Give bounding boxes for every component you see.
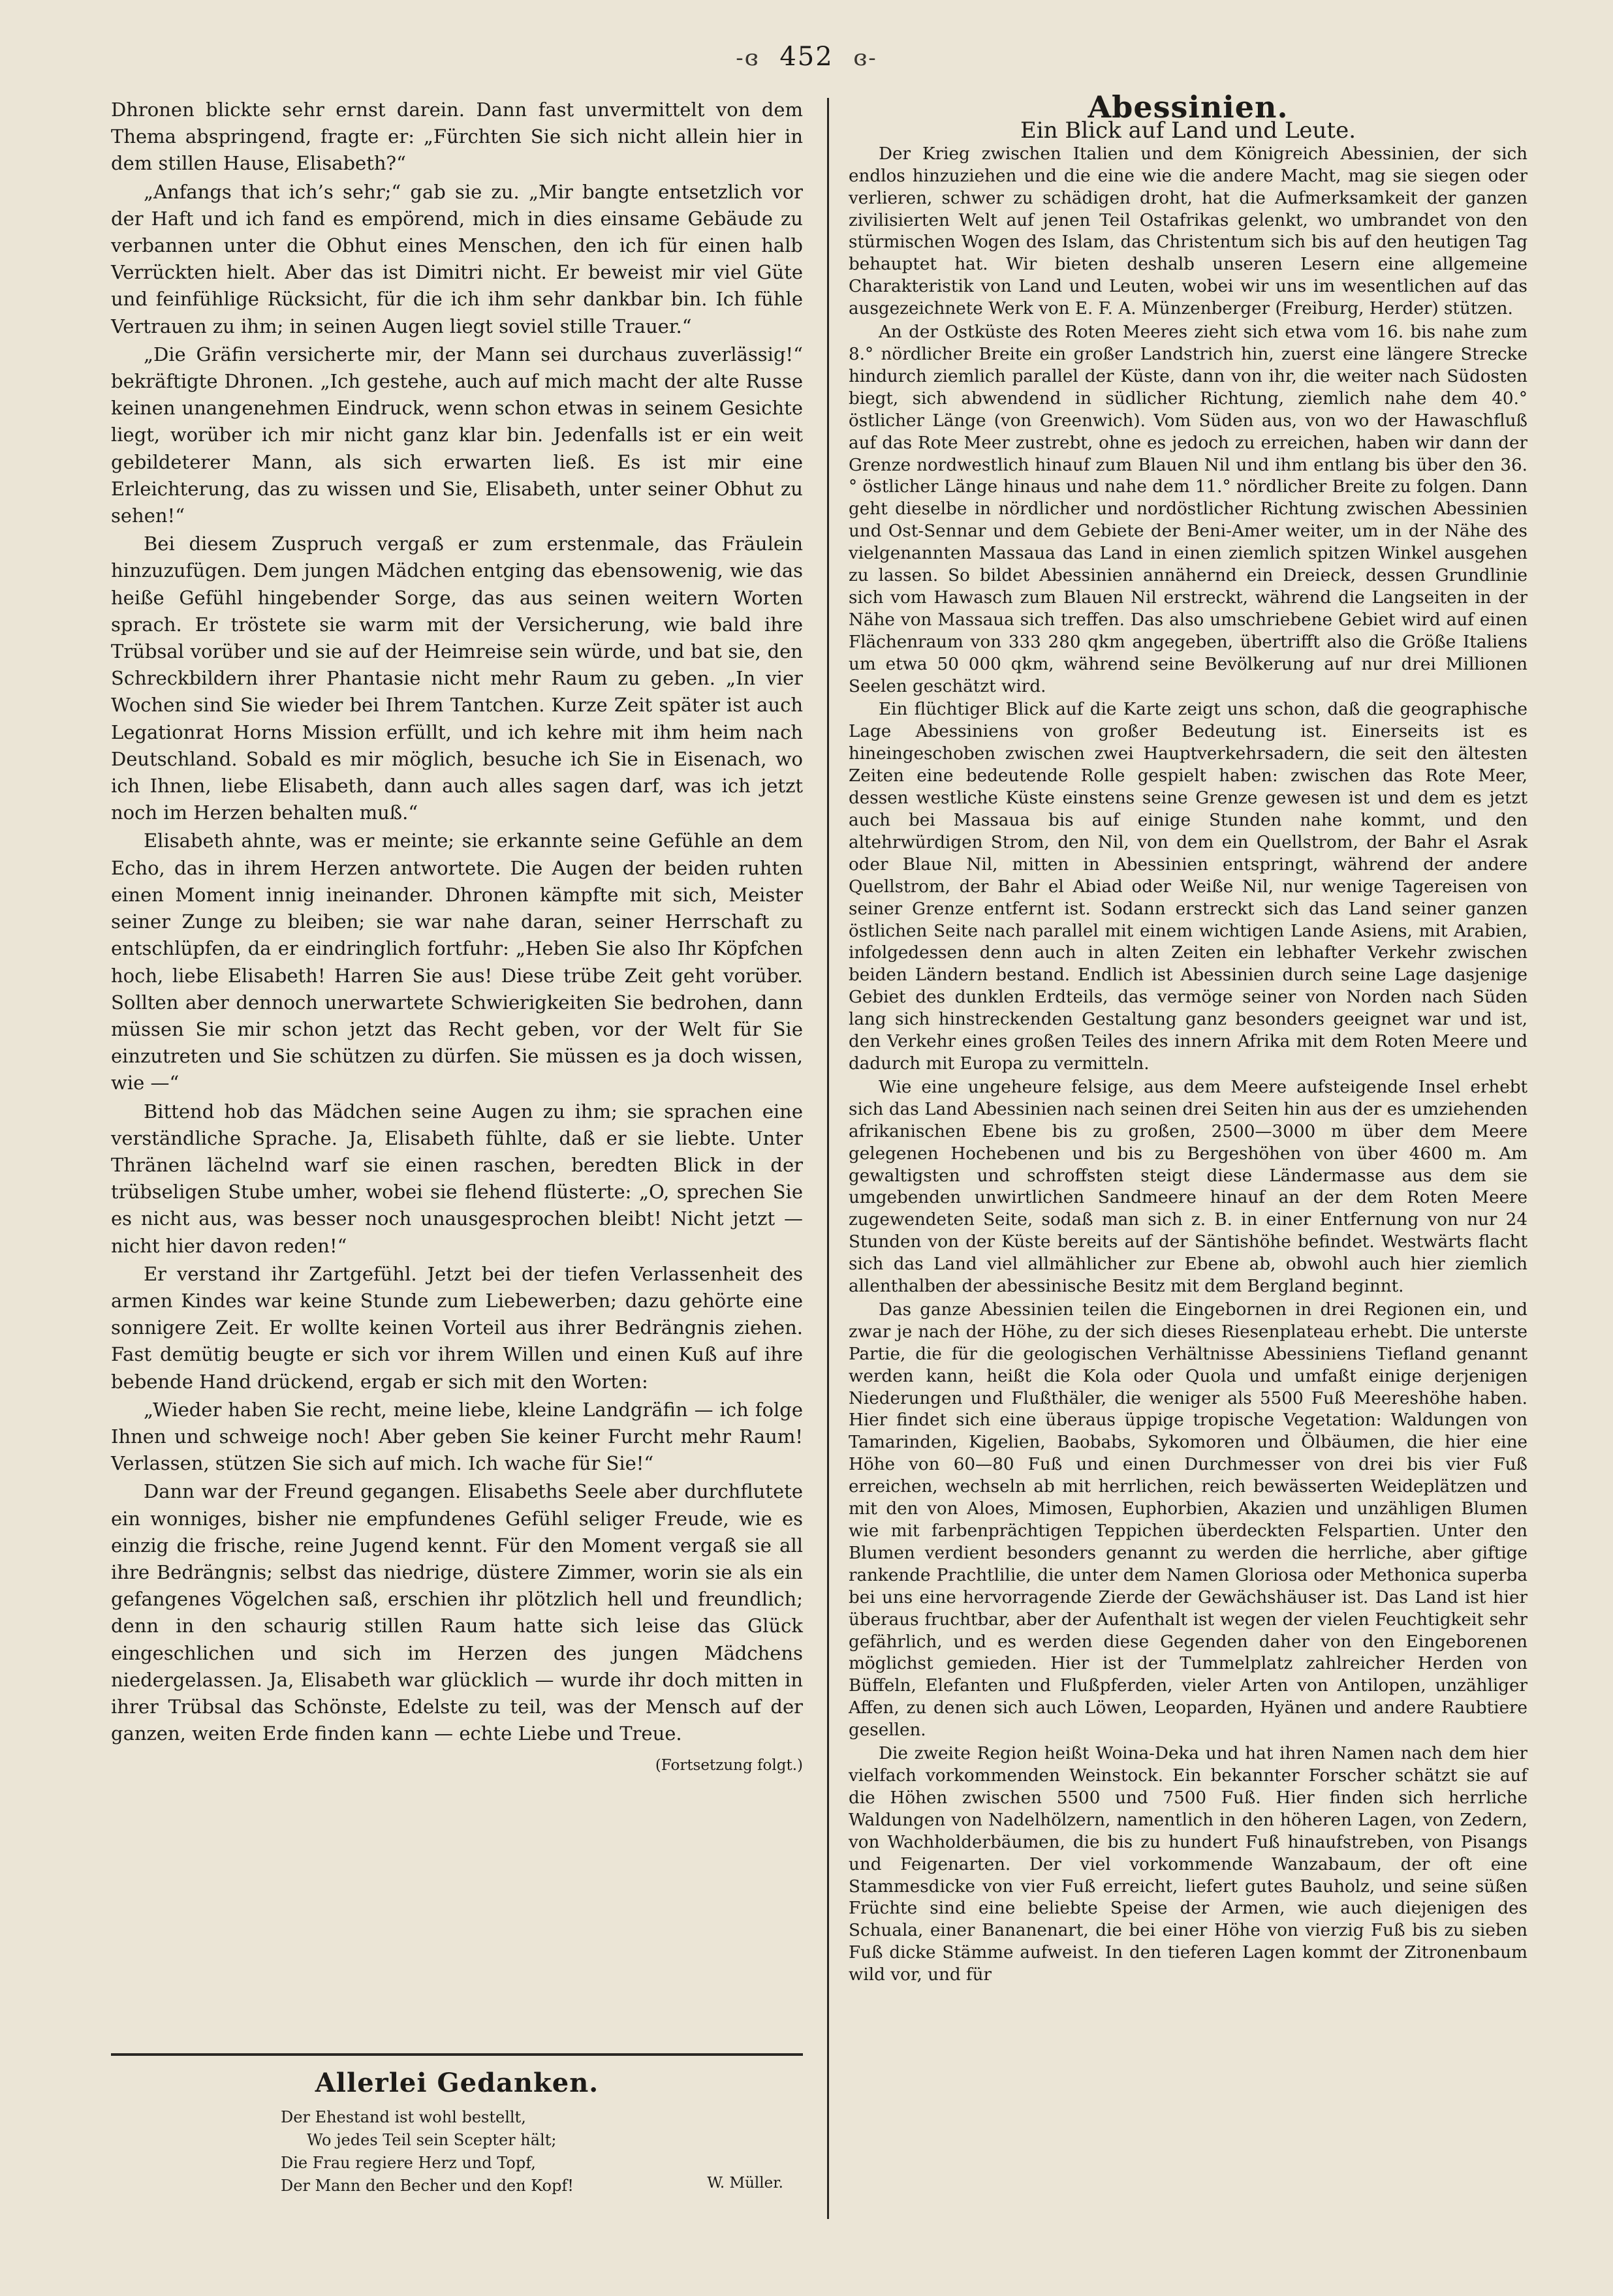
story-paragraph: Bei diesem Zuspruch vergaß er zum erstenmale, das Fräulein hinzuzufügen. Dem jungen Mädchen entging das ebensowenig, wie das heiße Gefühl hingebender Sorge, das aus seinen weitern Worten sprach. Er tröstete sie warm mit der Versicherung, wie bald ihre Trübsal vorüber und sie auf der Heimreise sein würde, und bat sie, den Schreckbildern ihrer Phantasie nicht mehr Raum zu geben. „In vier Wochen sind Sie wieder bei Ihrem Tantchen. Kurze Zeit später ist auch Legationrat Horns Mission erfüllt, und ich kehre mit ihm heim nach Deutschland. Sobald es mir möglich, besuche ich Sie in Eisenach, wo ich Ihnen, liebe Elisabeth, dann auch alles sagen darf, was ich jetzt noch im Herzen behalten muß.“ [111, 533, 803, 824]
story-paragraph: Elisabeth ahnte, was er meinte; sie erkannte seine Gefühle an dem Echo, das in ihrem Herzen antwortete. Die Augen der beiden ruhten einen Moment innig ineinander. Dhronen kämpfte mit sich, Meister seiner Zunge zu bleiben; sie war nahe daran, seiner Herrschaft zu entschlüpfen, da er eindringlich fortfuhr: „Heben Sie also Ihr Köpfchen hoch, liebe Elisabeth! Harren Sie aus! Diese trübe Zeit geht vorüber. Sollten aber dennoch unerwartete Schwierigkeiten Sie bedrohen, dann müssen Sie mir schon jetzt das Recht geben, vor der Welt für Sie einzutreten und Sie schützen zu dürfen. Sie müssen es ja doch wissen, wie —“ [111, 830, 803, 1094]
article-paragraph: Ein flüchtiger Blick auf die Karte zeigt uns schon, daß die geographische Lage Abessiniens von großer Bedeutung ist. Einerseits ist es hineingeschoben zwischen zwei Hauptverkehrsadern, die seit den ältesten Zeiten eine bedeutende Rolle gespielt haben: zwischen das Rote Meer, dessen westliche Küste einstens seine Grenze gewesen ist und dem es jetzt auch bei Massaua bis auf einige Stunden nahe kommt, und den altehrwürdigen Strom, den Nil, von dem ein Quellstrom, der Bahr el Asrak oder Blaue Nil, mitten in Abessinien entspringt, während der andere Quellstrom, der Bahr el Abiad oder Weiße Nil, nur wenige Tagereisen von seiner Grenze entfernt ist. Sodann erstreckt sich das Land seiner ganzen östlichen Seite nach parallel mit einem wichtigen Lande Asiens, mit Arabien, infolgedessen denn auch in alten Zeiten ein lebhafter Verkehr zwischen beiden Ländern bestand. Endlich ist Abessinien durch seine Lage dasjenige Gebiet des dunklen Erdteils, das vermöge seiner von Norden nach Süden lang sich hinstreckenden Gestaltung ganz besonders geeignet war und ist, den Verkehr eines großen Teiles des innern Afrika mit dem Roten Meere und dadurch mit Europa zu vermitteln. [849, 700, 1527, 1074]
story-paragraph: „Die Gräfin versicherte mir, der Mann sei durchaus zuverlässig!“ bekräftigte Dhronen. „Ich gestehe, auch auf mich macht der alte Russe keinen unangenehmen Eindruck, wenn schon etwas in seinem Gesichte liegt, worüber ich mir nicht ganz klar bin. Jedenfalls ist er ein weit gebildeterer Mann, als sich erwarten ließ. Es ist mir eine Erleichterung, das zu wissen und Sie, Elisabeth, unter seiner Obhut zu sehen!“ [111, 343, 803, 527]
story-paragraph: Bittend hob das Mädchen seine Augen zu ihm; sie sprachen eine verständliche Sprache. Ja, Elisabeth fühlte, daß er sie liebte. Unter Thränen lächelnd warf sie einen raschen, beredten Blick in der trübseligen Stube umher, wobei sie flehend flüsterte: „O, sprechen Sie es nicht aus, was besser noch unausgesprochen bleibt! Nicht jetzt — nicht hier davon reden!“ [111, 1100, 803, 1257]
story-paragraph: „Wieder haben Sie recht, meine liebe, kleine Landgräfin — ich folge Ihnen und schweige noch! Aber geben Sie keiner Furcht mehr Raum! Verlassen, stützen Sie sich auf mich. Ich wache für Sie!“ [111, 1398, 803, 1475]
left-column [111, 97, 803, 1780]
story-paragraph-last [111, 1478, 803, 1775]
poem-author: W. Müller. [707, 2175, 783, 2192]
article-paragraph: An der Ostküste des Roten Meeres zieht sich etwa vom 16. bis nahe zum 8.° nördlicher Breite ein großer Landstrich hin, zuerst eine längere Strecke hindurch ziemlich parallel der Küste, dann von ihr, die weiter nach Südosten biegt, sich abwendend in südlicher Richtung, ziemlich nahe dem 40.° östlicher Länge (von Greenwich). Vom Süden aus, von wo der Hawaschfluß auf das Rote Meer zustrebt, ohne es jedoch zu erreichen, haben wir dann der Grenze nordwestlich hinauf zum Blauen Nil und ihm entlang bis über den 36.° östlicher Länge hinaus und nahe dem 11.° nördlicher Breite zu folgen. Dann geht dieselbe in nördlicher und nordöstlicher Richtung zwischen Abessinien und Ost-Sennar und dem Gebiete der Beni-Amer weiter, um in der Nähe des vielgenannten Massaua das Land in einen ziemlich spitzen Winkel ausgehen zu lassen. So bildet Abessinien annähernd ein Dreieck, dessen Grundlinie sich vom Hawasch zum Blauen Nil erstreckt, während die Langseiten in der Nähe von Massaua sich treffen. Das also umschriebene Gebiet wird auf einen Flächenraum von 333 280 qkm angegeben, übertrifft also die Größe Italiens um etwa 50 000 qkm, während seine Bevölkerung auf nur drei Millionen Seelen geschätzt wird. [849, 322, 1527, 696]
article-subtitle: Ein Blick auf Land und Leute. [1020, 117, 1356, 144]
poem-line: Der Mann den Becher und den Kopf! [281, 2177, 574, 2195]
story-paragraph: Dhronen blickte sehr ernst darein. Dann fast unvermittelt von dem Thema abspringend, fragte er: „Fürchten Sie sich nicht allein hier in dem stillen Hause, Elisabeth?“ [111, 99, 803, 175]
article-title: Abessinien. [1088, 89, 1289, 125]
section-divider [111, 2053, 803, 2056]
poem-section [111, 2068, 803, 2197]
story-paragraph: Er verstand ihr Zartgefühl. Jetzt bei der tiefen Verlassenheit des armen Kindes war keine Stunde zum Liebewerben; dazu gehörte eine sonnigere Zeit. Er wollte keinen Vorteil aus ihrer Bedrängnis ziehen. Fast demütig beugte er sich vor ihrem Willen und einen Kuß auf ihre bebende Hand drückend, ergab er sich mit den Worten: [111, 1262, 803, 1393]
article-paragraph: Das ganze Abessinien teilen die Eingebornen in drei Regionen ein, und zwar je nach der Höhe, zu der sich dieses Riesenplateau erhebt. Die unterste Partie, die für die geologischen Verhältnisse Abessiniens Tiefland genannt werden kann, heißt die Kola oder Quola und umfaßt einige derjenigen Niederungen und Flußthäler, die weniger als 5500 Fuß Meereshöhe haben. Hier findet sich eine überaus üppige tropische Vegetation: Waldungen von Tamarinden, Kigelien, Baobabs, Sykomoren und Ölbäumen, die hier eine Höhe von 60—80 Fuß und einen Durchmesser von drei bis vier Fuß erreichen, wechseln ab mit herrlichen, reich bewässerten Weideplätzen und mit den von Aloes, Mimosen, Euphorbien, Akazien und unzähligen Blumen wie mit farbenprächtigen Teppichen überdeckten Felspartien. Unter den Blumen verdient besonders genannt zu werden die herrliche, aber giftige rankende Prachtlilie, die unter dem Namen Gloriosa oder Methonica superba bei uns eine hervorragende Zierde der Gewächshäuser ist. Das Land ist hier überaus fruchtbar, aber der Aufenthalt ist wegen der vielen Feuchtigkeit sehr gefährlich, und es werden diese Gegenden daher von den Eingeborenen möglichst gemieden. Hier ist der Tummelplatz zahlreicher Herden von Büffeln, Elefanten und Flußpferden, vieler Arten von Antilopen, unzähliger Affen, zu denen sich auch Löwen, Leoparden, Hyänen und andere Raubtiere gesellen. [849, 1299, 1527, 1741]
story-paragraph-text: Dann war der Freund gegangen. Elisabeths Seele aber durchflutete ein wonniges, bisher nie empfundenes Gefühl seliger Freude, wie es einzig die frische, reine Jugend kennt. Für den Moment vergaß sie all ihre Bedrängnis; selbst das niedrige, düstere Zimmer, worin sie als ein gefangenes Vögelchen saß, erschien ihr plötzlich hell und freundlich; denn in den schaurig stillen Raum hatte sich leise das Glück eingeschlichen und sich im Herzen des jungen Mädchens niedergelassen. Ja, Elisabeth war glücklich — wurde ihr doch mitten in ihrer Trübsal das Schönste, Edelste zu teil, was der Mensch auf der ganzen, weiten Erde finden kann — echte Liebe und Treue. [111, 1480, 803, 1745]
page-header [0, 42, 1613, 72]
story-paragraph: „Anfangs that ich’s sehr;“ gab sie zu. „Mir bangte entsetzlich vor der Haft und ich fand es empörend, mich in dies einsame Gebäude zu verbannen unter die Obhut eines Menschen, den ich für einen halb Verrückten hielt. Aber das ist Dimitri nicht. Er beweist mir viel Güte und feinfühlige Rücksicht, für die ich ihm sehr dankbar bin. Ich fühle Vertrauen zu ihm; in seinen Augen liegt soviel stille Trauer.“ [111, 180, 803, 337]
article-paragraph: Wie eine ungeheure felsige, aus dem Meere aufsteigende Insel erhebt sich das Land Abessinien nach seinen drei Seiten hin aus der es umziehenden afrikanischen Ebene bis zu großen, 2500—3000 m über dem Meere gelegenen Hochebenen und bis zu Bergeshöhen von über 4600 m. Am gewaltigsten und schroffsten steigt diese Ländermasse aus dem sie umgebenden unwirtlichen Sandmeere hinauf an der dem Roten Meere zugewendeten Seite, sodaß man sich z. B. in einer Entfernung von nur 24 Stunden von der Küste bereits auf der Säntishöhe befindet. Westwärts flacht sich das Land viel allmählicher zur Ebene ab, obwohl auch hier ziemlich allenthalben der abessinische Besitz mit dem Bergland beginnt. [849, 1077, 1527, 1297]
poem-line: Wo jedes Teil sein Scepter hält; [307, 2131, 557, 2149]
poem-last-row [111, 2175, 803, 2197]
article-paragraph: Die zweite Region heißt Woina-Deka und hat ihren Namen nach dem hier vielfach vorkommenden Weinstock. Ein bekannter Forscher schätzt sie auf die Höhen zwischen 5500 und 7500 Fuß. Hier finden sich herrliche Waldungen von Nadelhölzern, namentlich in den höheren Lagen, von Zedern, von Wachholderbäumen, die bis zu hundert Fuß hinaufstreben, von Pisangs und Feigenarten. Der viel vorkommende Wanzabaum, der oft eine Stammesdicke von vier Fuß erreicht, liefert gutes Bauholz, und seine süßen Früchte sind eine beliebte Speise der Armen, wie auch diejenigen des Schuala, einer Bananenart, die bei einer Höhe von vierzig Fuß bis zu sieben Fuß dicke Stämme aufweist. In den tieferen Lagen kommt der Zitronenbaum wild vor, und für [849, 1744, 1527, 1985]
poem-line: Der Ehestand ist wohl bestellt, [281, 2108, 526, 2126]
column-divider [827, 98, 829, 2219]
poem-title: Allerlei Gedanken. [315, 2068, 599, 2098]
continued-note: (Fortsetzung folgt.) [655, 1757, 803, 1775]
ornament-right-icon: ɞ- [853, 45, 877, 71]
article-paragraph: Der Krieg zwischen Italien und dem Königreich Abessinien, der sich endlos hinzuziehen und die eine wie die andere Macht, mag sie siegen oder verlieren, schwer zu schädigen droht, hat die Aufmerksamkeit der ganzen zivilisierten Welt auf jenen Teil Ostafrikas gelenkt, wo umbrandet von den stürmischen Wogen des Islam, das Christentum sich bis auf den heutigen Tag behauptet hat. Wir bieten deshalb unseren Lesern eine allgemeine Charakteristik von Land und Leuten, wobei wir uns im wesentlichen auf das ausgezeichnete Werk von E. F. A. Münzenberger (Freiburg, Herder) stützen. [849, 144, 1527, 319]
ornament-left-icon: -ɞ [736, 45, 760, 71]
right-column [849, 89, 1527, 1987]
page-number: 452 [779, 42, 834, 72]
poem-line: Die Frau regiere Herz und Topf, [281, 2154, 536, 2172]
